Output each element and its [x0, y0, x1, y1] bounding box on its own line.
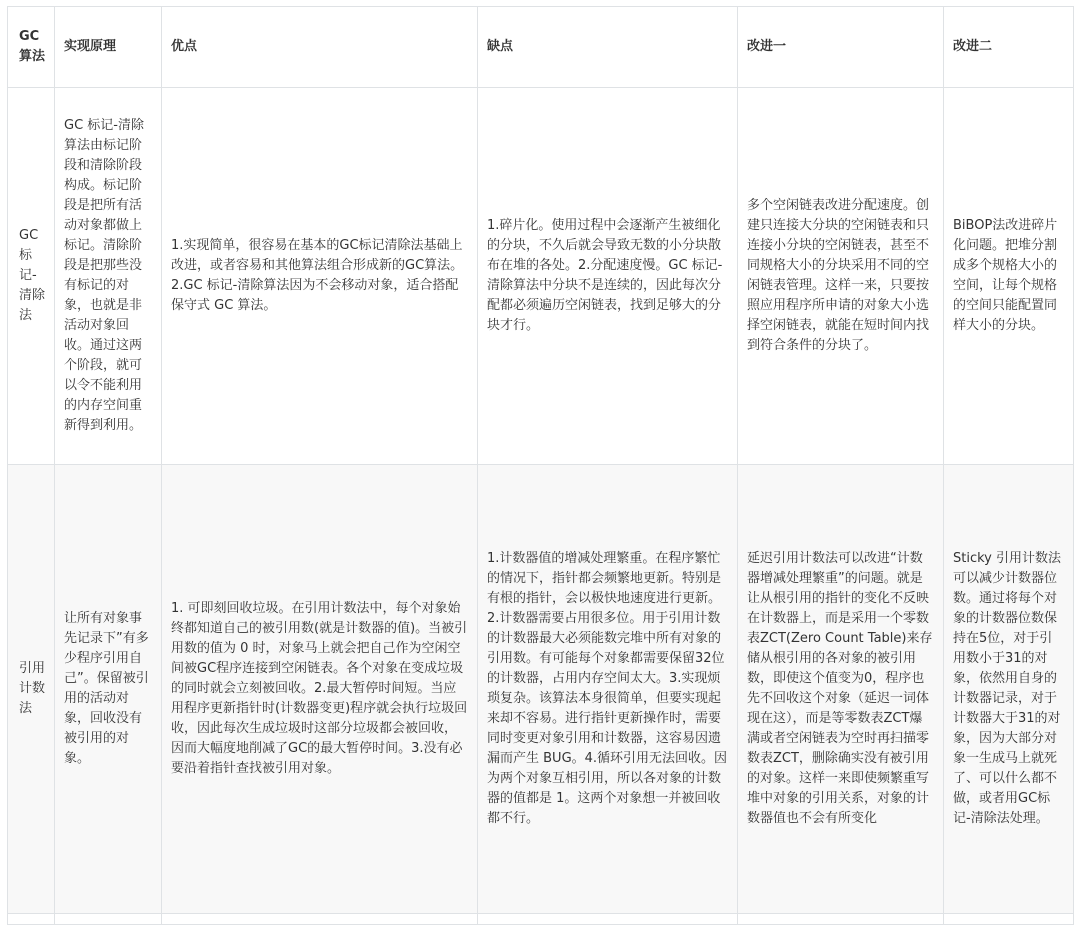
cell-improvement-2: Sticky 引用计数法可以减少计数器位数。通过将每个对象的计数器位数保持在5位，对于引用数小于31的对象，依然用自身的计数器记录，对于计数器大于31的对象，因为大部分对象一生成马上就死了、可以什么都不做，或者用GC标记-清除法处理。: [944, 465, 1074, 914]
cell-cons: 1.碎片化。使用过程中会逐渐产生被细化的分块，不久后就会导致无数的小分块散布在堆的各处。2.分配速度慢。GC 标记-清除算法中分块不是连续的，因此每次分配都必须遍历空闲链表，找到足够大的分块才行。: [478, 88, 738, 465]
header-pros: 优点: [162, 7, 478, 88]
cell-principle: GC 标记-清除算法由标记阶段和清除阶段构成。标记阶段是把所有活动对象都做上标记。清除阶段是把那些没有标记的对象，也就是非活动对象回收。通过这两个阶段，就可以令不能利用的内存空间重新得到利用。: [55, 88, 162, 465]
header-improvement-2: 改进二: [944, 7, 1074, 88]
cell-algorithm-name: GC标记-清除法: [8, 88, 55, 465]
cell-cons: 1.计数器值的增减处理繁重。在程序繁忙的情况下，指针都会频繁地更新。特别是有根的指针，会以极快地速度进行更新。2.计数器需要占用很多位。用于引用计数的计数器最大必须能数完堆中所有对象的引用数。有可能每个对象都需要保留32位的计数器，占用内存空间太大。3.实现烦琐复杂。该算法本身很简单，但要实现起来却不容易。进行指针更新操作时，需要同时变更对象引用和计数器，这容易因遗漏而产生 BUG。4.循环引用无法回收。因为两个对象互相引用，所以各对象的计数器的值都是 1。这两个对象想一并被回收都不行。: [478, 465, 738, 914]
table-row: [8, 465, 1074, 914]
cell-improvement-2: BiBOP法改进碎片化问题。把堆分割成多个规格大小的空间，让每个规格的空间只能配置同样大小的分块。: [944, 88, 1074, 465]
cell-empty: [8, 914, 55, 925]
table-header-row: [8, 7, 1074, 88]
header-improvement-1: 改进一: [738, 7, 944, 88]
header-gc-algorithm: GC算法: [8, 7, 55, 88]
cell-empty: [162, 914, 478, 925]
cell-algorithm-name: 引用计数法: [8, 465, 55, 914]
cell-empty: [478, 914, 738, 925]
cell-empty: [944, 914, 1074, 925]
cell-empty: [738, 914, 944, 925]
cell-improvement-1: 多个空闲链表改进分配速度。创建只连接大分块的空闲链表和只连接小分块的空闲链表，甚至不同规格大小的分块采用不同的空闲链表管理。这样一来，只要按照应用程序所申请的对象大小选择空闲链表，就能在短时间内找到符合条件的分块了。: [738, 88, 944, 465]
header-cons: 缺点: [478, 7, 738, 88]
cell-empty: [55, 914, 162, 925]
cell-principle: 让所有对象事先记录下”有多少程序引用自己”。保留被引用的活动对象，回收没有被引用的对象。: [55, 465, 162, 914]
table-row: [8, 88, 1074, 465]
cell-pros: 1. 可即刻回收垃圾。在引用计数法中，每个对象始终都知道自己的被引用数(就是计数器的值)。当被引用数的值为 0 时，对象马上就会把自己作为空闲空间被GC程序连接到空闲链表。各个对象在变成垃圾的同时就会立刻被回收。2.最大暂停时间短。当应用程序更新指针时(计数器变更)程序就会执行垃圾回收，因此每次生成垃圾时这部分垃圾都会被回收，因而大幅度地削减了GC的最大暂停时间。3.没有必要沿着指针查找被引用对象。: [162, 465, 478, 914]
cell-improvement-1: 延迟引用计数法可以改进“计数器增减处理繁重”的问题。就是让从根引用的指针的变化不反映在计数器上，而是采用一个零数表ZCT(Zero Count Table)来存储从根引用的各对象的被引用数，即使这个值变为0，程序也先不回收这个对象（延迟一词体现在这），而是等零数表ZCT爆满或者空闲链表为空时再扫描零数表ZCT，删除确实没有被引用的对象。这样一来即使频繁重写堆中对象的引用关系，对象的计数器值也不会有所变化: [738, 465, 944, 914]
table-row-partial: [8, 914, 1074, 925]
gc-algorithm-table: [7, 6, 1074, 925]
cell-pros: 1.实现简单，很容易在基本的GC标记清除法基础上改进，或者容易和其他算法组合形成新的GC算法。2.GC 标记-清除算法因为不会移动对象，适合搭配保守式 GC 算法。: [162, 88, 478, 465]
header-principle: 实现原理: [55, 7, 162, 88]
